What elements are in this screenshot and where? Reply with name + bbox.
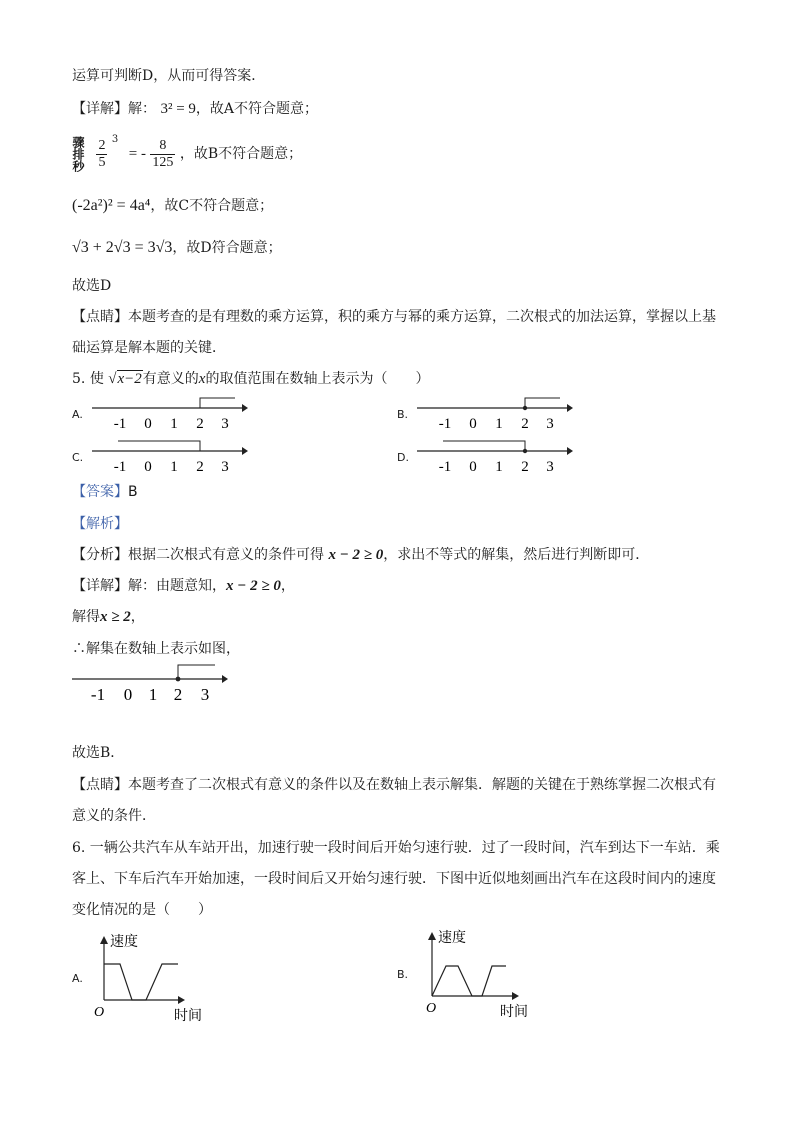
answer-value: B	[128, 484, 138, 500]
tick-label: 2	[521, 459, 529, 473]
tick-label: -1	[438, 459, 452, 473]
tick-label: 0	[144, 416, 152, 430]
tick-label: 3	[546, 416, 554, 430]
question-number: 5.	[72, 371, 86, 387]
text-line	[72, 276, 111, 296]
therefore-line	[72, 639, 240, 659]
detail-line-c	[72, 196, 273, 216]
numerator: 8	[150, 138, 175, 155]
text: 础运算是解本题的关键．	[72, 340, 226, 356]
text: 故选D	[72, 278, 112, 294]
origin-label: O	[426, 1001, 437, 1016]
tick-label: 1	[495, 459, 503, 473]
dianjing-line	[72, 775, 716, 795]
radical: √x−2	[108, 371, 142, 387]
solve-line	[72, 607, 145, 627]
text: 使	[89, 371, 104, 387]
tick-label: 1	[148, 685, 158, 702]
math-expr: x ≥ 2	[100, 609, 131, 625]
number-line-a	[90, 396, 250, 430]
fenxi-tag: 【分析】	[72, 547, 128, 563]
fraction	[96, 138, 107, 171]
text: 的取值范围在数轴上表示为（ ）	[205, 371, 430, 387]
x-axis-label: 时间	[500, 1005, 528, 1020]
text: 有意义的	[142, 371, 199, 387]
text-line	[72, 66, 265, 86]
text: 故选B．	[72, 745, 125, 761]
option-a-label: A.	[72, 408, 83, 421]
variable: x	[198, 371, 206, 387]
option-b-label: B.	[397, 408, 409, 421]
text: 解得	[72, 609, 100, 625]
tick-label: 3	[546, 459, 554, 473]
text: 本题考查了二次根式有意义的条件以及在数轴上表示解集．解题的关键在于熟练掌握二次根式有	[128, 777, 716, 793]
denominator: 5	[98, 154, 106, 170]
detail-tag: 【详解】	[72, 101, 128, 117]
question-6-line-3	[72, 900, 212, 920]
tick-label: -1	[438, 416, 452, 430]
y-axis-label: 速度	[438, 931, 466, 946]
question-5	[72, 369, 429, 389]
detail-line-d	[72, 238, 282, 258]
text: ，故A不符合题意；	[195, 101, 319, 117]
origin-label: O	[94, 1005, 105, 1020]
option-b-label: B.	[397, 968, 409, 981]
text: 解：	[128, 101, 156, 117]
number-line-solution	[70, 662, 230, 702]
fenxi-line	[72, 545, 649, 565]
numerator: 2	[98, 137, 106, 153]
text: ，故D符合题意；	[172, 240, 282, 256]
fraction	[150, 138, 175, 171]
detail-tag: 【详解】	[72, 578, 128, 594]
speed-time-graph-a	[90, 928, 220, 1028]
tick-label: 0	[123, 685, 133, 702]
text-line	[72, 806, 156, 826]
text: 解：由题意知，	[128, 578, 226, 594]
tick-label: 2	[521, 416, 529, 430]
text: 变化情况的是（ ）	[72, 902, 212, 918]
option-c-label: C.	[72, 451, 84, 464]
text: 6. 一辆公共汽车从车站开出，加速行驶一段时间后开始匀速行驶．过了一段时间，汽车到达下一车站．乘	[72, 840, 720, 856]
overlay-text: 骤排秒	[71, 136, 85, 172]
text: 客上、下车后汽车开始加速，一段时间后又开始匀速行驶．下图中近似地刻画出汽车在这段时间内的速度	[72, 871, 716, 887]
detail-line-a	[72, 99, 318, 119]
math-expr: x − 2 ≥ 0	[226, 578, 281, 594]
math-expr: x − 2 ≥ 0	[328, 547, 384, 563]
x-axis-label: 时间	[174, 1009, 202, 1024]
tick-label: 2	[173, 685, 183, 702]
dianjing-line	[72, 307, 716, 327]
tick-label: 0	[144, 459, 152, 473]
math-expr: (-2a²)² = 4a⁴	[72, 197, 151, 214]
tick-label: 2	[196, 459, 204, 473]
analysis-heading	[72, 514, 128, 534]
math-expr: √3 + 2√3 = 3√3	[72, 239, 173, 256]
radicand: x−2	[117, 371, 142, 387]
detail-line-b	[72, 136, 302, 176]
tick-label: 1	[170, 459, 178, 473]
option-a-label: A.	[72, 972, 83, 985]
text: ，故B不符合题意；	[179, 146, 303, 162]
choose-line	[72, 743, 124, 763]
tick-label: -1	[90, 685, 106, 702]
y-axis-label: 速度	[110, 935, 138, 950]
tick-label: -1	[113, 459, 127, 473]
text-line	[72, 338, 226, 358]
text: ∴解集在数轴上表示如图，	[72, 641, 240, 657]
dianjing-tag: 【点睛】	[72, 309, 128, 325]
number-line-c	[90, 439, 250, 473]
text: 根据二次根式有意义的条件可得	[128, 547, 324, 563]
question-6-line-2	[72, 869, 716, 889]
text: ，	[130, 609, 145, 625]
text: 意义的条件．	[72, 808, 156, 824]
speed-time-graph-b	[418, 924, 548, 1024]
tick-label: 0	[469, 459, 477, 473]
answer-tag: 【答案】	[72, 484, 128, 500]
tick-label: 1	[495, 416, 503, 430]
question-6-line-1	[72, 838, 720, 858]
math-expr: 3² = 9	[160, 101, 196, 117]
number-line-b	[415, 396, 575, 430]
tick-label: 3	[221, 459, 229, 473]
equals: = -	[128, 146, 146, 162]
dianjing-tag: 【点睛】	[72, 777, 128, 793]
number-line-d	[415, 439, 575, 473]
text: 【解析】	[72, 516, 128, 532]
answer-line	[72, 482, 138, 502]
text: ，	[280, 578, 295, 594]
overlay-glyphs	[72, 136, 92, 172]
exponent: 3	[111, 134, 119, 146]
text: ，求出不等式的解集，然后进行判断即可．	[383, 547, 650, 563]
text: 运算可判断D，从而可得答案．	[72, 68, 266, 84]
tick-label: 2	[196, 416, 204, 430]
text: ，故C不符合题意；	[150, 198, 274, 214]
tick-label: 1	[170, 416, 178, 430]
tick-label: 0	[469, 416, 477, 430]
text: 本题考查的是有理数的乘方运算，积的乘方与幂的乘方运算，二次根式的加法运算，掌握以上基	[128, 309, 716, 325]
tick-label: -1	[113, 416, 127, 430]
detail-line	[72, 576, 295, 596]
tick-label: 3	[200, 685, 210, 702]
denominator: 125	[152, 154, 174, 170]
option-d-label: D.	[397, 451, 409, 464]
tick-label: 3	[221, 416, 229, 430]
